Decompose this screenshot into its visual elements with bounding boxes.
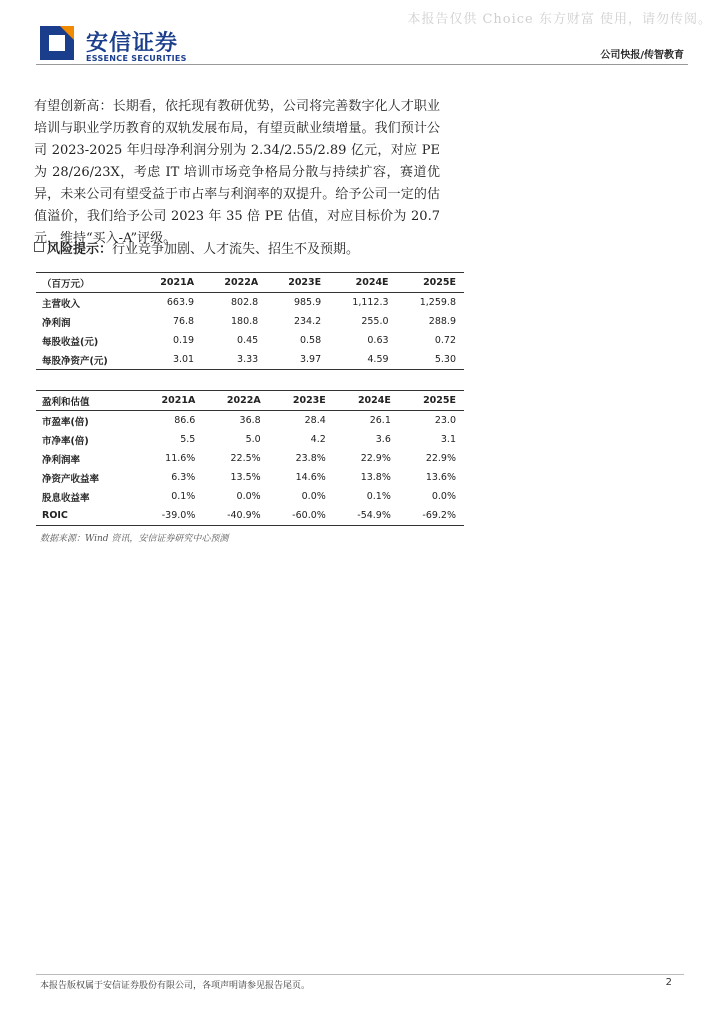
risk-warning [34,240,454,260]
column-header: 盈利和估值 [36,391,138,411]
column-header: 2021A [138,273,202,293]
table-cell: 3.6 [375,434,391,445]
table-cell: 180.8 [230,316,259,327]
table-cell: 4.59 [329,350,396,370]
data-source-note: 数据来源：Wind 资讯，安信证券研究中心预测 [40,534,229,544]
table-cell: 0.1% [171,491,196,502]
table-cell: 22.9% [425,453,456,464]
table-cell: 234.2 [293,316,322,327]
table-cell: 3.97 [266,350,329,370]
table-header-row [36,273,464,293]
table-cell: 663.9 [166,297,195,308]
table-cell: 0.45 [237,335,259,346]
table-cell: 1,259.8 [419,297,456,308]
row-label: 股息收益率 [42,492,90,504]
row-label: ROIC [36,506,138,526]
risk-text: 行业竞争加剧、人才流失、招生不及预期。 [112,242,360,257]
table-row [36,331,464,350]
table-cell: -40.9% [203,506,268,526]
table-cell: 0.0% [431,491,456,502]
table-cell: 23.8% [295,453,326,464]
footer-divider [36,974,684,975]
column-header: 2021A [138,391,203,411]
table-cell: 0.19 [172,335,195,346]
table-row [36,506,464,526]
table-row [36,293,464,313]
row-label: 每股净资产(元) [36,350,138,370]
table-cell: 36.8 [239,415,261,426]
column-header: （百万元） [36,273,138,293]
row-label: 净利润 [42,317,71,329]
table-cell: 5.5 [180,434,196,445]
table-cell: 6.3% [171,472,196,483]
table-cell: 802.8 [230,297,259,308]
table-cell: 26.1 [369,415,391,426]
table-row [36,411,464,431]
table-cell: 13.6% [425,472,456,483]
table-cell: 13.5% [230,472,261,483]
column-header: 2023E [266,273,329,293]
footer-disclaimer: 本报告版权属于安信证券股份有限公司，各项声明请参见报告尾页。 [40,981,311,991]
table-cell: 1,112.3 [352,297,389,308]
brand-logo-icon [40,26,74,60]
table-row [36,487,464,506]
column-header: 2025E [397,273,464,293]
table-cell: 86.6 [174,415,196,426]
financial-summary-table [36,272,464,370]
risk-label: 风险提示： [47,242,113,257]
table-cell: 0.58 [299,335,322,346]
column-header: 2025E [399,391,464,411]
table-cell: 28.4 [304,415,326,426]
column-header: 2024E [334,391,399,411]
column-header: 2022A [203,391,268,411]
table-row [36,468,464,487]
watermark: 本报告仅供 Choice 东方财富 使用，请勿传阅。 [407,12,712,27]
table-cell: 22.9% [360,453,391,464]
square-bullet-icon [34,242,44,252]
table-cell: 14.6% [295,472,326,483]
table-cell: -54.9% [334,506,399,526]
table-cell: 76.8 [172,316,195,327]
table-cell: -39.0% [138,506,203,526]
table-cell: 3.33 [202,350,266,370]
table-cell: 0.63 [367,335,389,346]
column-header: 2023E [269,391,334,411]
table-cell: -69.2% [399,506,464,526]
column-header: 2024E [329,273,396,293]
page-number: 2 [665,977,672,988]
table-cell: 985.9 [293,297,322,308]
report-type: 公司快报/传智教育 [600,50,684,61]
column-header: 2022A [202,273,266,293]
table-cell: 0.0% [236,491,261,502]
table-cell: 22.5% [230,453,261,464]
table-cell: 11.6% [165,453,196,464]
body-text [34,96,440,250]
row-label: 市盈率(倍) [42,416,89,428]
brand-name-en: ESSENCE SECURITIES [86,54,187,63]
table-cell: 288.9 [428,316,456,327]
table-row [36,350,464,370]
table-cell: 0.72 [434,335,456,346]
company-logo [40,26,220,66]
table-cell: 3.01 [138,350,202,370]
row-label: 净利润率 [42,454,81,466]
table-cell: 255.0 [361,316,389,327]
brand-name-cn: 安信证券 [86,31,179,56]
table-row [36,449,464,468]
table-cell: 5.0 [245,434,261,445]
body-paragraph: 有望创新高：长期看，依托现有教研优势，公司将完善数字化人才职业培训与职业学历教育的双轨发展布局，有望贡献业绩增量。我们预计公司 2023-2025 年归母净利润分别为 2.34/2.55/2.89 亿元，对应 PE 为 28/26/23X，考虑 IT 培训市场竞争格局分散与持续扩容，赛道优异，未来公司有望受益于市占率与利润率的双提升。给予公司一定的估值溢价，我们给予公司 2023 年 35 倍 PE 估值，对应目标价为 20.7 元，维持“买入-A”评级。 [34,99,440,246]
row-label: 每股收益(元) [42,336,99,348]
table-cell: -60.0% [269,506,334,526]
table-cell: 13.8% [360,472,391,483]
table-cell: 0.0% [301,491,326,502]
table-cell: 5.30 [397,350,464,370]
table-cell: 0.1% [366,491,391,502]
table-row [36,312,464,331]
row-label: 净资产收益率 [42,473,100,485]
table-header-row [36,391,464,411]
table-cell: 23.0 [434,415,456,426]
table-row [36,430,464,449]
valuation-table [36,390,464,526]
row-label: 主营收入 [42,298,81,310]
table-cell: 3.1 [440,434,456,445]
row-label: 市净率(倍) [42,435,89,447]
header-divider [36,64,688,65]
table-cell: 4.2 [310,434,326,445]
